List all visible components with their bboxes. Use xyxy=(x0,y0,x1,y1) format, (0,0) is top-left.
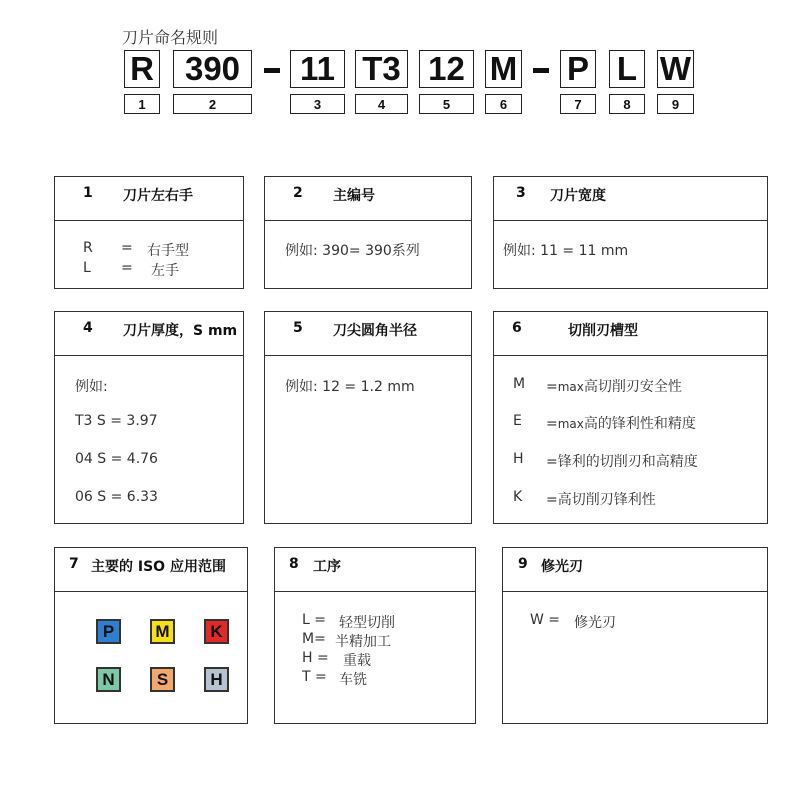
operation-value: 重载 xyxy=(343,653,371,669)
section-title: 主编号 xyxy=(333,188,375,204)
panel-header xyxy=(503,548,767,592)
section-title: 工序 xyxy=(313,559,341,575)
row-key: R xyxy=(83,240,93,256)
section-title: 切削刃槽型 xyxy=(568,323,638,339)
section-title: 主要的 ISO 应用范围 xyxy=(91,559,226,575)
section-number: 2 xyxy=(293,185,303,201)
row-value: 右手型 xyxy=(147,243,189,259)
page-title: 刀片命名规则 xyxy=(122,28,219,47)
panel-header xyxy=(275,548,475,592)
iso-badge-m: M xyxy=(150,619,175,644)
panel-header xyxy=(265,312,471,356)
geometry-key: H xyxy=(513,451,524,467)
example-label: 例如: xyxy=(75,379,108,395)
geometry-key: E xyxy=(513,413,522,429)
geometry-value: =高切削刃锋利性 xyxy=(546,492,656,508)
panel-header xyxy=(265,177,471,221)
thickness-row: T3 S = 3.97 xyxy=(75,413,158,429)
panel-header xyxy=(55,548,247,592)
code-segment-4: T3 xyxy=(355,50,408,88)
example-text: 例如: 390= 390系列 xyxy=(285,243,420,259)
code-number-2: 2 xyxy=(173,94,252,114)
iso-badge-n: N xyxy=(96,667,121,692)
operation-value: 车铣 xyxy=(339,672,367,688)
wiper-value: 修光刃 xyxy=(574,615,616,631)
operation-value: 半精加工 xyxy=(335,634,391,650)
geometry-key: K xyxy=(513,489,523,505)
panel-main-number xyxy=(264,176,472,289)
panel-corner-radius xyxy=(264,311,472,524)
panel-wiper-edge xyxy=(502,547,768,724)
section-number: 6 xyxy=(512,320,522,336)
code-number-5: 5 xyxy=(419,94,474,114)
code-number-9: 9 xyxy=(657,94,694,114)
section-title: 刀片厚度，S mm xyxy=(123,323,238,339)
code-number-1: 1 xyxy=(124,94,160,114)
geometry-value: =max高切削刃安全性 xyxy=(546,379,682,395)
panel-iso-application xyxy=(54,547,248,724)
iso-badge-h: H xyxy=(204,667,229,692)
section-number: 9 xyxy=(518,556,528,572)
dash-separator xyxy=(264,68,280,73)
section-title: 修光刃 xyxy=(541,559,583,575)
code-segment-1: R xyxy=(124,50,160,88)
section-title: 刀片左右手 xyxy=(123,188,193,204)
code-segment-8: L xyxy=(609,50,645,88)
geometry-value: =锋利的切削刃和高精度 xyxy=(546,454,698,470)
panel-header xyxy=(55,312,243,356)
code-number-3: 3 xyxy=(290,94,345,114)
wiper-key: W = xyxy=(530,612,561,628)
section-number: 3 xyxy=(516,185,526,201)
code-segment-5: 12 xyxy=(419,50,474,88)
code-segment-3: 11 xyxy=(290,50,345,88)
row-eq: = xyxy=(121,240,133,256)
iso-badge-s: S xyxy=(150,667,175,692)
section-number: 8 xyxy=(289,556,299,572)
operation-key: T = xyxy=(302,669,327,685)
row-key: L xyxy=(83,260,91,276)
section-number: 5 xyxy=(293,320,303,336)
operation-value: 轻型切削 xyxy=(339,615,395,631)
operation-key: H = xyxy=(302,650,329,666)
section-number: 1 xyxy=(83,185,93,201)
thickness-row: 04 S = 4.76 xyxy=(75,451,158,467)
section-number: 4 xyxy=(83,320,93,336)
panel-insert-width xyxy=(493,176,768,289)
geometry-key: M xyxy=(513,376,526,392)
geometry-value: =max高的锋利性和精度 xyxy=(546,416,696,432)
row-eq: = xyxy=(121,260,133,276)
example-text: 例如: 12 = 1.2 mm xyxy=(285,379,415,395)
section-number: 7 xyxy=(69,556,79,572)
iso-badge-p: P xyxy=(96,619,121,644)
example-text: 例如: 11 = 11 mm xyxy=(503,243,629,259)
dash-separator xyxy=(533,68,549,73)
code-segment-6: M xyxy=(485,50,522,88)
row-value: 左手 xyxy=(151,263,179,279)
panel-edge-geometry xyxy=(493,311,768,524)
code-number-7: 7 xyxy=(560,94,596,114)
code-number-4: 4 xyxy=(355,94,408,114)
panel-header xyxy=(494,177,767,221)
section-title: 刀片宽度 xyxy=(550,188,606,204)
code-segment-2: 390 xyxy=(173,50,252,88)
code-segment-7: P xyxy=(560,50,596,88)
operation-key: M= xyxy=(302,631,326,647)
code-number-8: 8 xyxy=(609,94,645,114)
section-title: 刀尖圆角半径 xyxy=(333,323,417,339)
thickness-row: 06 S = 6.33 xyxy=(75,489,158,505)
panel-insert-thickness xyxy=(54,311,244,524)
panel-header xyxy=(55,177,243,221)
panel-operation xyxy=(274,547,476,724)
panel-handedness xyxy=(54,176,244,289)
code-segment-9: W xyxy=(657,50,694,88)
operation-key: L = xyxy=(302,612,326,628)
code-number-6: 6 xyxy=(485,94,522,114)
panel-header xyxy=(494,312,767,356)
iso-badge-k: K xyxy=(204,619,229,644)
